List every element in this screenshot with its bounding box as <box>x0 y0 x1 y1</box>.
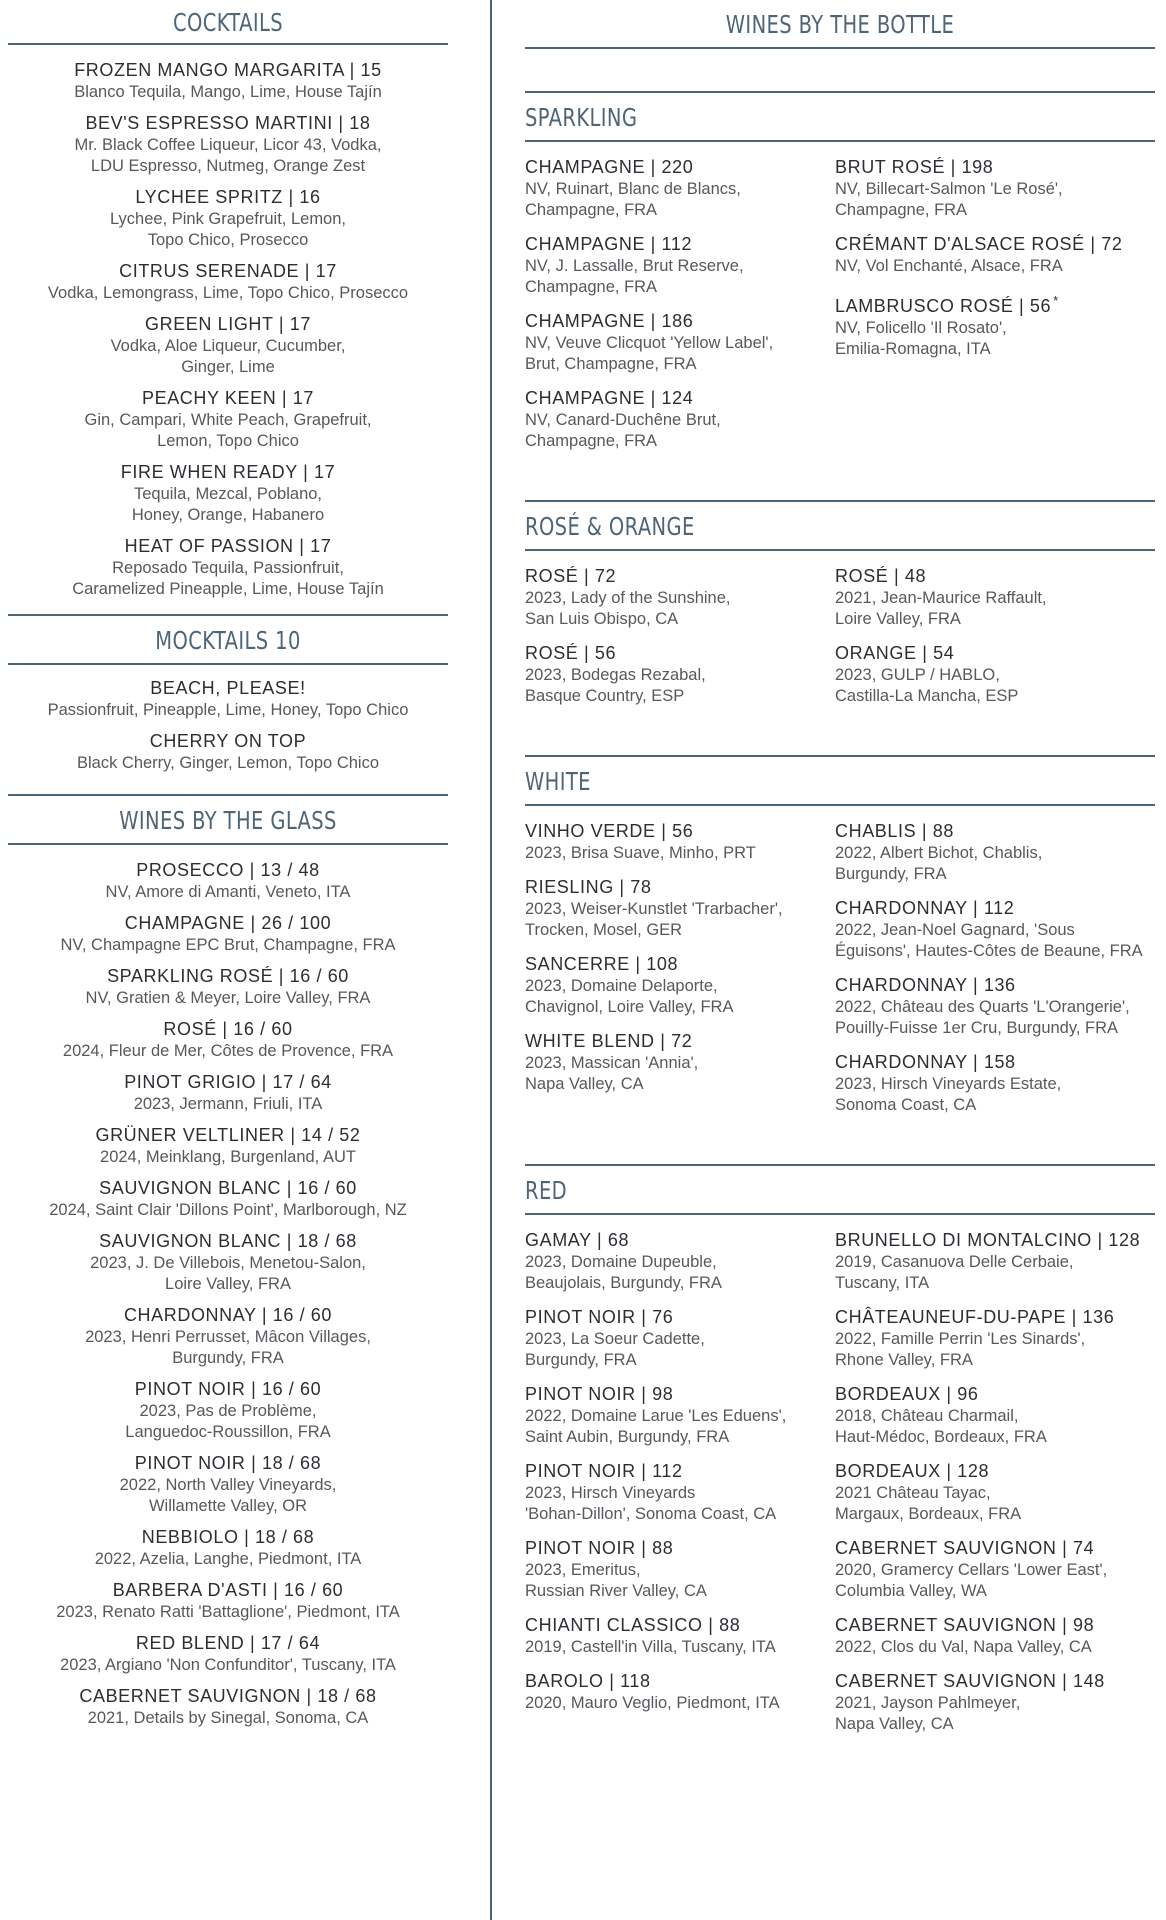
menu-item-description: 2022, Domaine Larue 'Les Eduens', Saint Aubin, Burgundy, FRA <box>525 1407 787 1446</box>
menu-item-description: Passionfruit, Pineapple, Lime, Honey, Topo Chico <box>47 701 409 719</box>
menu-item-description: NV, Ruinart, Blanc de Blancs, Champagne, FRA <box>525 180 741 219</box>
menu-item-name <box>8 1526 448 1549</box>
menu-item-description: 2023, Argiano 'Non Confunditor', Tuscany, ITA <box>60 1656 396 1674</box>
menu-item <box>835 1229 1155 1294</box>
menu-item-name <box>525 1306 835 1329</box>
menu-item <box>8 1526 448 1570</box>
divider-line <box>525 91 1155 93</box>
menu-item <box>8 730 448 774</box>
menu-item-name <box>835 233 1155 256</box>
menu-item-name <box>835 1229 1155 1252</box>
menu-item-description: 2023, Lady of the Sunshine, San Luis Obispo, CA <box>525 589 731 628</box>
menu-item-description: NV, Veuve Clicquot 'Yellow Label', Brut, Champagne, FRA <box>525 334 774 373</box>
menu-item-description: 2023, Domaine Delaporte, Chavignol, Loire Valley, FRA <box>525 977 734 1016</box>
menu-item-name <box>835 289 1155 318</box>
menu-item-name-text: RIESLING | 78 <box>525 877 652 897</box>
menu-item <box>8 1378 448 1443</box>
menu-item <box>835 1306 1155 1371</box>
wines-by-bottle-title: WINES BY THE BOTTLE <box>725 10 955 39</box>
menu-item-name <box>8 387 448 410</box>
menu-item-description: 2024, Saint Clair 'Dillons Point', Marlborough, NZ <box>49 1201 407 1219</box>
menu-item <box>525 565 835 630</box>
menu-item <box>8 1632 448 1676</box>
menu-item-name-text: BRUNELLO DI MONTALCINO | 128 <box>835 1230 1141 1250</box>
menu-item-name-text: RED BLEND | 17 / 64 <box>135 1633 321 1653</box>
menu-item-name-text: ORANGE | 54 <box>835 643 955 663</box>
menu-item <box>525 387 835 452</box>
menu-item-name-text: CHARDONNAY | 112 <box>835 898 1015 918</box>
menu-item-description: 2021, Jean-Maurice Raffault, Loire Valley, FRA <box>835 589 1047 628</box>
menu-item-name <box>525 642 835 665</box>
menu-item-name-text: PEACHY KEEN | 17 <box>141 388 314 408</box>
menu-item-description: 2023, Emeritus, Russian River Valley, CA <box>525 1561 707 1600</box>
menu-item-name-text: CABERNET SAUVIGNON | 74 <box>835 1538 1095 1558</box>
menu-item-name <box>525 820 835 843</box>
menu-item-description: NV, Folicello 'Il Rosato', Emilia-Romagna, ITA <box>835 319 1007 358</box>
menu-item-name-text: BORDEAUX | 96 <box>835 1384 979 1404</box>
mocktails-list <box>8 677 448 774</box>
menu-item-description: Gin, Campari, White Peach, Grapefruit, Lemon, Topo Chico <box>84 411 372 450</box>
menu-item-name-text: BEV'S ESPRESSO MARTINI | 18 <box>85 113 371 133</box>
sparkling-title: SPARKLING <box>525 103 638 132</box>
menu-item <box>835 156 1155 221</box>
divider-line <box>525 1164 1155 1166</box>
menu-item-name <box>835 820 1155 843</box>
menu-item-name-text: CITRUS SERENADE | 17 <box>119 261 337 281</box>
menu-item-name-text: CHAMPAGNE | 186 <box>525 311 694 331</box>
menu-item-name-text: FROZEN MANGO MARGARITA | 15 <box>74 60 382 80</box>
menu-item-name-text: CHAMPAGNE | 220 <box>525 157 694 177</box>
menu-item-name-text: PINOT NOIR | 16 / 60 <box>134 1379 322 1399</box>
menu-item-name <box>835 642 1155 665</box>
menu-item <box>525 233 835 298</box>
menu-item-name-text: CHARDONNAY | 158 <box>835 1052 1016 1072</box>
menu-item-name <box>8 1452 448 1475</box>
menu-item-name <box>525 310 835 333</box>
menu-item <box>8 1230 448 1295</box>
menu-item <box>8 1304 448 1369</box>
menu-item <box>835 1537 1155 1602</box>
menu-item <box>525 1614 835 1658</box>
menu-item-name <box>835 565 1155 588</box>
white-title: WHITE <box>525 767 591 796</box>
rose-orange-left-column <box>525 565 835 719</box>
menu-item <box>8 1018 448 1062</box>
menu-item <box>8 965 448 1009</box>
menu-item-description: 2021, Details by Sinegal, Sonoma, CA <box>87 1709 369 1727</box>
menu-item-description: 2022, Azelia, Langhe, Piedmont, ITA <box>94 1550 362 1568</box>
menu-item-name-text: PINOT NOIR | 88 <box>525 1538 674 1558</box>
menu-item-name <box>835 156 1155 179</box>
menu-item <box>8 1452 448 1517</box>
menu-item-name <box>8 461 448 484</box>
menu-item <box>525 1460 835 1525</box>
divider-line <box>525 549 1155 551</box>
menu-item-description: 2023, Weiser-Kunstlet 'Trarbacher', Trocken, Mosel, GER <box>525 900 783 939</box>
menu-item-name <box>8 313 448 336</box>
menu-item <box>525 1229 835 1294</box>
menu-item-name <box>525 1537 835 1560</box>
menu-item-description: NV, J. Lassalle, Brut Reserve, Champagne, FRA <box>525 257 744 296</box>
menu-item-description: 2023, Henri Perrusset, Mâcon Villages, Burgundy, FRA <box>85 1328 371 1367</box>
menu-item-name <box>8 535 448 558</box>
menu-item-name-text: CRÉMANT D'ALSACE ROSÉ | 72 <box>835 234 1123 254</box>
white-left-column <box>525 820 835 1128</box>
menu-item <box>8 677 448 721</box>
menu-item-name-text: CABERNET SAUVIGNON | 18 / 68 <box>79 1686 377 1706</box>
menu-item-description: Reposado Tequila, Passionfruit, Caramelized Pineapple, Lime, House Tajín <box>72 559 384 598</box>
menu-item-name <box>525 953 835 976</box>
menu-item-description: Black Cherry, Ginger, Lemon, Topo Chico <box>76 754 380 772</box>
menu-item-description: 2023, Domaine Dupeuble, Beaujolais, Burgundy, FRA <box>525 1253 722 1292</box>
menu-item-description: NV, Billecart-Salmon 'Le Rosé', Champagne, FRA <box>835 180 1063 219</box>
menu-item <box>8 387 448 452</box>
menu-item <box>525 310 835 375</box>
red-title: RED <box>525 1176 568 1205</box>
divider-line <box>525 1213 1155 1215</box>
menu-item <box>8 112 448 177</box>
menu-item <box>835 565 1155 630</box>
menu-item-name-text: ROSÉ | 16 / 60 <box>163 1019 293 1039</box>
menu-item-name-text: CHIANTI CLASSICO | 88 <box>525 1615 741 1635</box>
menu-item-name-text: CHAMPAGNE | 124 <box>525 388 694 408</box>
divider-line <box>8 614 448 616</box>
menu-item-description: 2023, Pas de Problème, Languedoc-Roussillon, FRA <box>125 1402 331 1441</box>
menu-item-name-text: SAUVIGNON BLANC | 16 / 60 <box>99 1178 357 1198</box>
menu-item-name <box>835 897 1155 920</box>
menu-item-name <box>525 1229 835 1252</box>
menu-item-name <box>835 1051 1155 1074</box>
menu-item-name-text: WHITE BLEND | 72 <box>525 1031 693 1051</box>
menu-item-name-text: CHAMPAGNE | 112 <box>525 234 693 254</box>
right-column <box>525 0 1155 1747</box>
menu-item-description: 2023, GULP / HABLO, Castilla-La Mancha, ESP <box>835 666 1019 705</box>
rose-orange-right-column <box>835 565 1155 719</box>
menu-item-name <box>8 677 448 700</box>
menu-item-name <box>525 565 835 588</box>
menu-item-name <box>8 59 448 82</box>
menu-item-name <box>835 1614 1155 1637</box>
wines-by-glass-list <box>8 859 448 1729</box>
menu-item <box>525 1383 835 1448</box>
menu-item-name-text: PINOT NOIR | 76 <box>525 1307 674 1327</box>
sparkling-left-column <box>525 156 835 464</box>
menu-item-description: 2024, Meinklang, Burgenland, AUT <box>100 1148 356 1166</box>
menu-item-name <box>835 1306 1155 1329</box>
red-right-column <box>835 1229 1155 1747</box>
menu-item-name <box>525 1383 835 1406</box>
menu-item-name-text: CHÂTEAUNEUF-DU-PAPE | 136 <box>835 1307 1115 1327</box>
menu-item-description: 2022, Albert Bichot, Chablis, Burgundy, FRA <box>835 844 1043 883</box>
menu-item <box>8 461 448 526</box>
menu-item-name-text: BORDEAUX | 128 <box>835 1461 990 1481</box>
menu-item <box>525 1670 835 1714</box>
menu-item-name <box>8 1230 448 1253</box>
menu-item-name <box>525 156 835 179</box>
menu-item-description: 2021, Jayson Pahlmeyer, Napa Valley, CA <box>835 1694 1021 1733</box>
divider-line <box>8 794 448 796</box>
menu-item-description: 2024, Fleur de Mer, Côtes de Provence, FRA <box>62 1042 394 1060</box>
red-left-column <box>525 1229 835 1747</box>
menu-item-name <box>8 859 448 882</box>
menu-item <box>525 953 835 1018</box>
menu-item-name-text: HEAT OF PASSION | 17 <box>124 536 332 556</box>
menu-item-name <box>8 186 448 209</box>
menu-item-name-text: GAMAY | 68 <box>525 1230 630 1250</box>
menu-item <box>835 897 1155 962</box>
divider-line <box>525 140 1155 142</box>
menu-item-description: Vodka, Aloe Liqueur, Cucumber, Ginger, Lime <box>110 337 346 376</box>
menu-item-description: NV, Vol Enchanté, Alsace, FRA <box>835 257 1063 275</box>
menu-item-name <box>8 1685 448 1708</box>
menu-item <box>835 974 1155 1039</box>
menu-item <box>8 1177 448 1221</box>
menu-item-name-text: CHAMPAGNE | 26 / 100 <box>124 913 332 933</box>
menu-item-name <box>525 1670 835 1693</box>
menu-item-name <box>8 730 448 753</box>
menu-item-name-text: CHARDONNAY | 16 / 60 <box>123 1305 333 1325</box>
menu-item-name <box>525 1030 835 1053</box>
menu-item-name-text: SAUVIGNON BLANC | 18 / 68 <box>99 1231 357 1251</box>
menu-item <box>525 1537 835 1602</box>
menu-item-name <box>8 112 448 135</box>
menu-item-name <box>835 1460 1155 1483</box>
menu-item <box>835 1614 1155 1658</box>
menu-item <box>835 820 1155 885</box>
menu-item-name <box>8 260 448 283</box>
menu-item-description: Vodka, Lemongrass, Lime, Topo Chico, Prosecco <box>47 284 409 302</box>
menu-item-description: 2023, Brisa Suave, Minho, PRT <box>525 844 756 862</box>
menu-item-description: 2022, Famille Perrin 'Les Sinards', Rhone Valley, FRA <box>835 1330 1086 1369</box>
menu-item-name-text: CHERRY ON TOP <box>149 731 307 751</box>
menu-item-description: 2023, Hirsch Vineyards 'Bohan-Dillon', Sonoma Coast, CA <box>525 1484 777 1523</box>
menu-item-name-text: ROSÉ | 48 <box>835 566 927 586</box>
menu-item-name-text: BAROLO | 118 <box>525 1671 651 1691</box>
white-grid <box>525 820 1155 1128</box>
menu-item-description: 2023, J. De Villebois, Menetou-Salon, Loire Valley, FRA <box>90 1254 366 1293</box>
menu-item-name-text: VINHO VERDE | 56 <box>525 821 694 841</box>
menu-item-name-text: FIRE WHEN READY | 17 <box>120 462 336 482</box>
menu-item <box>8 1579 448 1623</box>
menu-item-description: 2022, Château des Quarts 'L'Orangerie', Pouilly-Fuisse 1er Cru, Burgundy, FRA <box>835 998 1130 1037</box>
menu-item-name <box>8 1579 448 1602</box>
divider-line <box>8 843 448 845</box>
menu-item-name <box>525 1460 835 1483</box>
menu-item <box>835 233 1155 277</box>
menu-item-name-text: CABERNET SAUVIGNON | 148 <box>835 1671 1105 1691</box>
menu-item-name <box>8 1071 448 1094</box>
menu-item-description: 2018, Château Charmail, Haut-Médoc, Bordeaux, FRA <box>835 1407 1047 1446</box>
menu-item <box>8 260 448 304</box>
menu-item-name-text: CABERNET SAUVIGNON | 98 <box>835 1615 1095 1635</box>
column-divider <box>490 0 492 1920</box>
menu-item-name <box>525 876 835 899</box>
menu-item-description: 2019, Castell'in Villa, Tuscany, ITA <box>525 1638 776 1656</box>
menu-item-description: 2021 Château Tayac, Margaux, Bordeaux, FRA <box>835 1484 1022 1523</box>
menu-item <box>835 642 1155 707</box>
menu-item-name-text: ROSÉ | 56 <box>525 643 617 663</box>
menu-item-description: 2022, Jean-Noel Gagnard, 'Sous Éguisons', Hautes-Côtes de Beaune, FRA <box>835 921 1143 960</box>
divider-line <box>525 755 1155 757</box>
menu-item-name-text: BEACH, PLEASE! <box>150 678 306 698</box>
menu-item-description: NV, Champagne EPC Brut, Champagne, FRA <box>60 936 396 954</box>
menu-item-name <box>8 1018 448 1041</box>
menu-item <box>8 186 448 251</box>
menu-item-name-text: PINOT GRIGIO | 17 / 64 <box>124 1072 332 1092</box>
menu-item-name <box>8 1632 448 1655</box>
menu-item-name-text: ROSÉ | 72 <box>525 566 617 586</box>
menu-item <box>8 1124 448 1168</box>
menu-item-name <box>8 1378 448 1401</box>
menu-item-name-text: PINOT NOIR | 98 <box>525 1384 674 1404</box>
menu-item-name-text: PROSECCO | 13 / 48 <box>136 860 320 880</box>
menu-item-name-text: SANCERRE | 108 <box>525 954 679 974</box>
menu-item-description: Tequila, Mezcal, Poblano, Honey, Orange, Habanero <box>131 485 325 524</box>
menu-item <box>8 535 448 600</box>
menu-item-name-text: CHARDONNAY | 136 <box>835 975 1016 995</box>
menu-item <box>835 289 1155 360</box>
menu-item-description: Mr. Black Coffee Liqueur, Licor 43, Vodka, LDU Espresso, Nutmeg, Orange Zest <box>74 136 382 175</box>
menu-item-name <box>525 1614 835 1637</box>
menu-item-description: NV, Gratien & Meyer, Loire Valley, FRA <box>85 989 371 1007</box>
menu-item <box>525 156 835 221</box>
rose-orange-title: ROSÉ & ORANGE <box>525 512 695 541</box>
menu-item-name <box>8 912 448 935</box>
menu-item <box>835 1460 1155 1525</box>
cocktails-list <box>8 59 448 600</box>
white-right-column <box>835 820 1155 1128</box>
menu-item-name-text: SPARKLING ROSÉ | 16 / 60 <box>107 966 349 986</box>
red-grid <box>525 1229 1155 1747</box>
menu-item <box>8 1685 448 1729</box>
menu-item-name-text: PINOT NOIR | 112 <box>525 1461 683 1481</box>
menu-item-description: 2023, Bodegas Rezabal, Basque Country, ESP <box>525 666 706 705</box>
menu-item-description: 2022, Clos du Val, Napa Valley, CA <box>835 1638 1092 1656</box>
menu-item <box>525 642 835 707</box>
menu-item-description: 2022, North Valley Vineyards, Willamette Valley, OR <box>119 1476 337 1515</box>
menu-item-description: 2019, Casanuova Delle Cerbaie, Tuscany, ITA <box>835 1253 1074 1292</box>
menu-item-name <box>8 1124 448 1147</box>
menu-item-name <box>835 1537 1155 1560</box>
menu-item-description: 2023, Hirsch Vineyards Estate, Sonoma Coast, CA <box>835 1075 1062 1114</box>
menu-item-description: 2020, Gramercy Cellars 'Lower East', Columbia Valley, WA <box>835 1561 1108 1600</box>
mocktails-title: MOCKTAILS 10 <box>155 626 301 655</box>
menu-item-name-text: CHABLIS | 88 <box>835 821 954 841</box>
sparkling-grid <box>525 156 1155 464</box>
menu-item-name-text: BARBERA D'ASTI | 16 / 60 <box>112 1580 344 1600</box>
menu-item-name <box>835 1383 1155 1406</box>
divider-line <box>525 804 1155 806</box>
menu-item-name-text: LAMBRUSCO ROSÉ | 56 <box>835 296 1052 316</box>
menu-item-name-text: BRUT ROSÉ | 198 <box>835 157 994 177</box>
divider-line <box>525 500 1155 502</box>
left-column <box>8 0 448 1738</box>
menu-item <box>835 1670 1155 1735</box>
rose-orange-grid <box>525 565 1155 719</box>
cocktails-title: COCKTAILS <box>172 8 284 37</box>
menu-item <box>835 1051 1155 1116</box>
menu-item <box>8 912 448 956</box>
menu-item-name <box>8 965 448 988</box>
menu-item-name-text: GREEN LIGHT | 17 <box>145 314 311 334</box>
menu-item-description: Blanco Tequila, Mango, Lime, House Tajín <box>74 83 382 101</box>
menu-item-name <box>835 1670 1155 1693</box>
menu-item-description: 2023, Jermann, Friuli, ITA <box>133 1095 323 1113</box>
menu-item-name <box>525 233 835 256</box>
menu-item-description: NV, Canard-Duchêne Brut, Champagne, FRA <box>525 411 721 450</box>
wines-by-glass-title: WINES BY THE GLASS <box>119 806 337 835</box>
asterisk-note: * <box>1053 293 1059 308</box>
divider-line <box>8 43 448 45</box>
menu-item <box>525 820 835 864</box>
menu-item <box>8 859 448 903</box>
menu-item-name <box>8 1304 448 1327</box>
divider-line <box>525 47 1155 49</box>
divider-line <box>8 663 448 665</box>
menu-item-name-text: PINOT NOIR | 18 / 68 <box>134 1453 322 1473</box>
menu-item <box>525 1030 835 1095</box>
menu-item-description: Lychee, Pink Grapefruit, Lemon, Topo Chico, Prosecco <box>109 210 346 249</box>
menu-item <box>8 1071 448 1115</box>
menu-item-description: 2023, Renato Ratti 'Battaglione', Piedmont, ITA <box>56 1603 400 1621</box>
menu-item-name <box>525 387 835 410</box>
menu-item <box>525 1306 835 1371</box>
menu-item <box>835 1383 1155 1448</box>
menu-item <box>8 59 448 103</box>
menu-item-description: 2020, Mauro Veglio, Piedmont, ITA <box>525 1694 780 1712</box>
menu-item-name <box>835 974 1155 997</box>
menu-item-name-text: GRÜNER VELTLINER | 14 / 52 <box>95 1125 361 1145</box>
menu-item-name <box>8 1177 448 1200</box>
sparkling-right-column <box>835 156 1155 464</box>
menu-item <box>525 876 835 941</box>
menu-item-description: NV, Amore di Amanti, Veneto, ITA <box>105 883 351 901</box>
menu-item <box>8 313 448 378</box>
menu-item-description: 2023, Massican 'Annia', Napa Valley, CA <box>525 1054 699 1093</box>
menu-item-name-text: NEBBIOLO | 18 / 68 <box>141 1527 315 1547</box>
menu-item-name-text: LYCHEE SPRITZ | 16 <box>135 187 321 207</box>
menu-item-description: 2023, La Soeur Cadette, Burgundy, FRA <box>525 1330 705 1369</box>
